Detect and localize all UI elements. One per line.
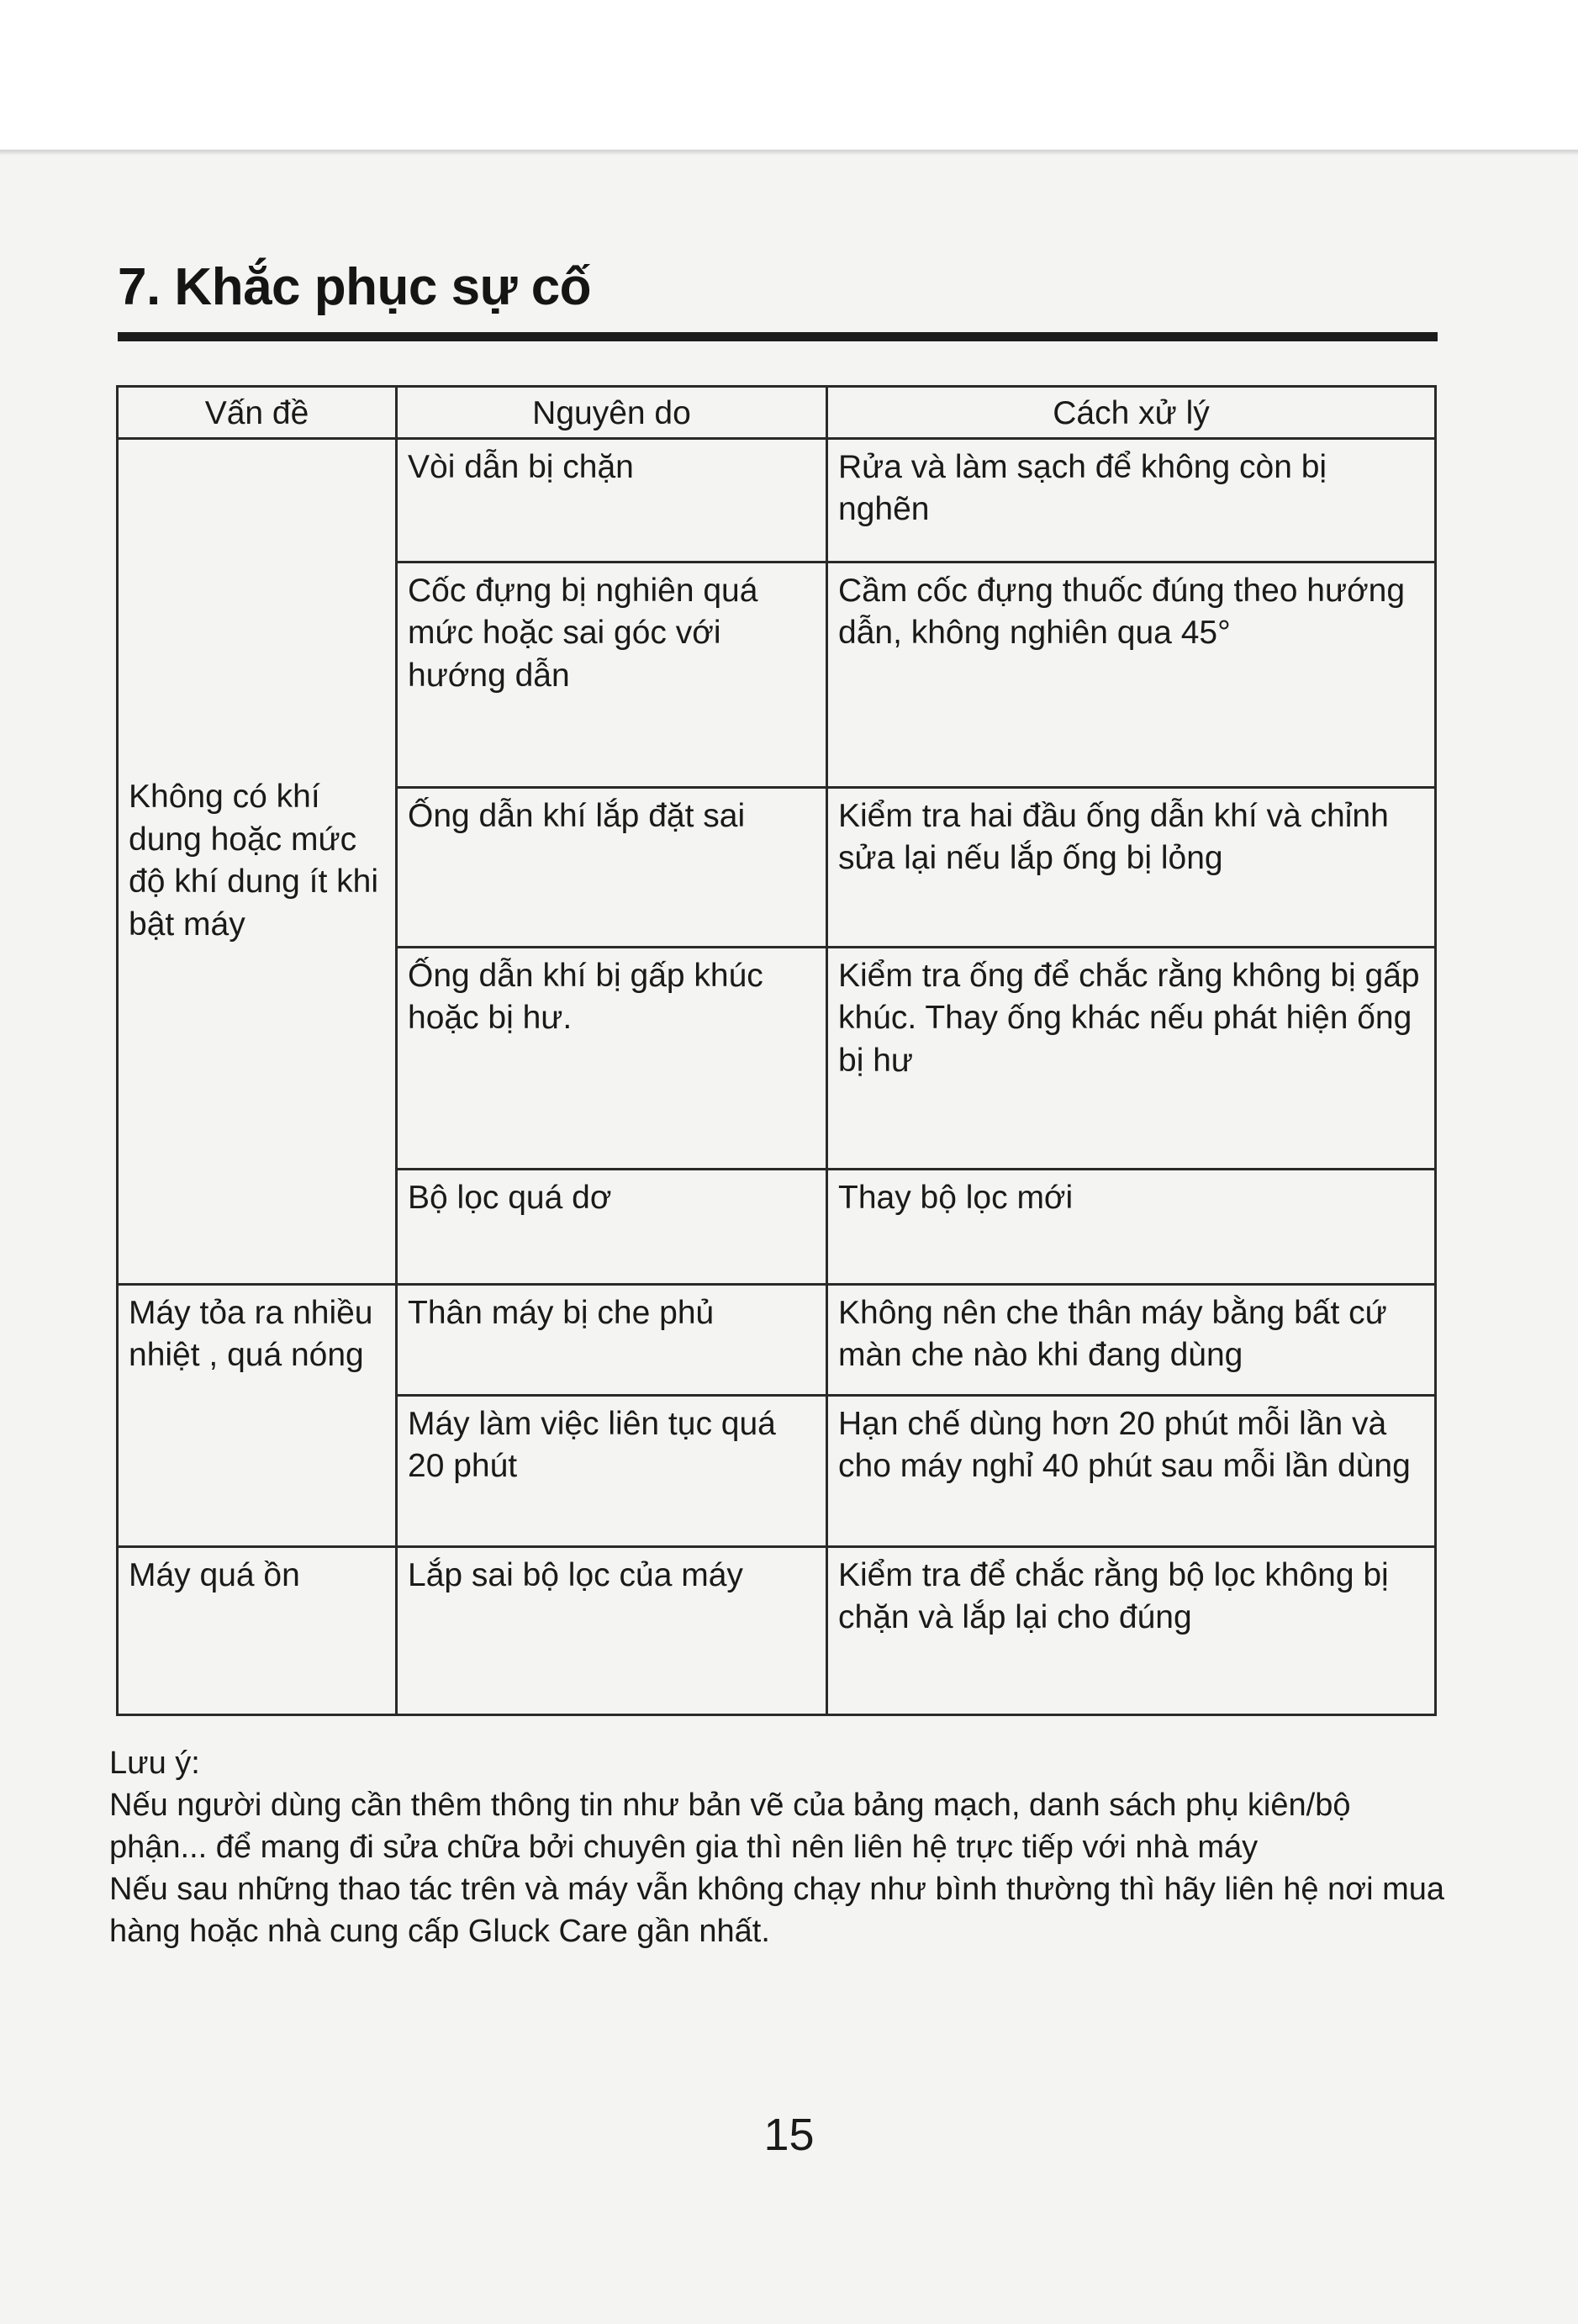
note-paragraph: Nếu người dùng cần thêm thông tin như bản vẽ của bảng mạch, danh sách phụ kiên/bộ phận... để mang đi sửa chữa bởi chuyên gia thì nên liên hệ trực tiếp với nhà máy bbox=[109, 1788, 1351, 1865]
solution-cell: Kiểm tra hai đầu ống dẫn khí và chỉnh sửa lại nếu lắp ống bị lỏng bbox=[827, 787, 1436, 947]
cause-cell: Cốc đựng bị nghiên quá mức hoặc sai góc với hướng dẫn bbox=[397, 562, 827, 787]
header-cause: Nguyên do bbox=[397, 387, 827, 439]
header-solution: Cách xử lý bbox=[827, 387, 1436, 439]
troubleshooting-table bbox=[116, 385, 1437, 1716]
solution-cell: Kiểm tra ống để chắc rằng không bị gấp khúc. Thay ống khác nếu phát hiện ống bị hư bbox=[827, 947, 1436, 1169]
note-paragraph: Nếu sau những thao tác trên và máy vẫn không chạy như bình thường thì hãy liên hệ nơi mua hàng hoặc nhà cung cấp Gluck Care gần nhất. bbox=[109, 1872, 1445, 1949]
table-row bbox=[118, 1284, 1436, 1395]
notes-section bbox=[109, 1742, 1454, 1952]
table-row bbox=[118, 438, 1436, 562]
page-edge bbox=[0, 150, 1578, 155]
page-number: 15 bbox=[763, 2110, 815, 2160]
solution-cell: Không nên che thân máy bằng bất cứ màn che nào khi đang dùng bbox=[827, 1284, 1436, 1395]
page-title: 7. Khắc phục sự cố bbox=[118, 258, 592, 316]
table-row bbox=[118, 1546, 1436, 1714]
cause-cell: Lắp sai bộ lọc của máy bbox=[397, 1546, 827, 1714]
cause-cell: Ống dẫn khí bị gấp khúc hoặc bị hư. bbox=[397, 947, 827, 1169]
solution-cell: Cầm cốc đựng thuốc đúng theo hướng dẫn, không nghiên qua 45° bbox=[827, 562, 1436, 787]
solution-cell: Rửa và làm sạch để không còn bị nghẽn bbox=[827, 438, 1436, 562]
solution-cell: Hạn chế dùng hơn 20 phút mỗi lần và cho máy nghỉ 40 phút sau mỗi lần dùng bbox=[827, 1395, 1436, 1546]
cause-cell: Bộ lọc quá dơ bbox=[397, 1169, 827, 1284]
header-problem: Vấn đề bbox=[118, 387, 397, 439]
cause-cell: Ống dẫn khí lắp đặt sai bbox=[397, 787, 827, 947]
title-underline bbox=[118, 332, 1438, 341]
problem-cell: Máy quá ồn bbox=[118, 1546, 397, 1714]
solution-cell: Kiểm tra để chắc rằng bộ lọc không bị chặn và lắp lại cho đúng bbox=[827, 1546, 1436, 1714]
cause-cell: Máy làm việc liên tục quá 20 phút bbox=[397, 1395, 827, 1546]
table-header-row bbox=[118, 387, 1436, 439]
cause-cell: Vòi dẫn bị chặn bbox=[397, 438, 827, 562]
problem-cell: Máy tỏa ra nhiều nhiệt , quá nóng bbox=[118, 1284, 397, 1546]
problem-cell: Không có khí dung hoặc mức độ khí dung ít khi bật máy bbox=[118, 438, 397, 1284]
solution-cell: Thay bộ lọc mới bbox=[827, 1169, 1436, 1284]
cause-cell: Thân máy bị che phủ bbox=[397, 1284, 827, 1395]
notes-heading: Lưu ý: bbox=[109, 1746, 200, 1781]
scan-background bbox=[0, 0, 1578, 151]
